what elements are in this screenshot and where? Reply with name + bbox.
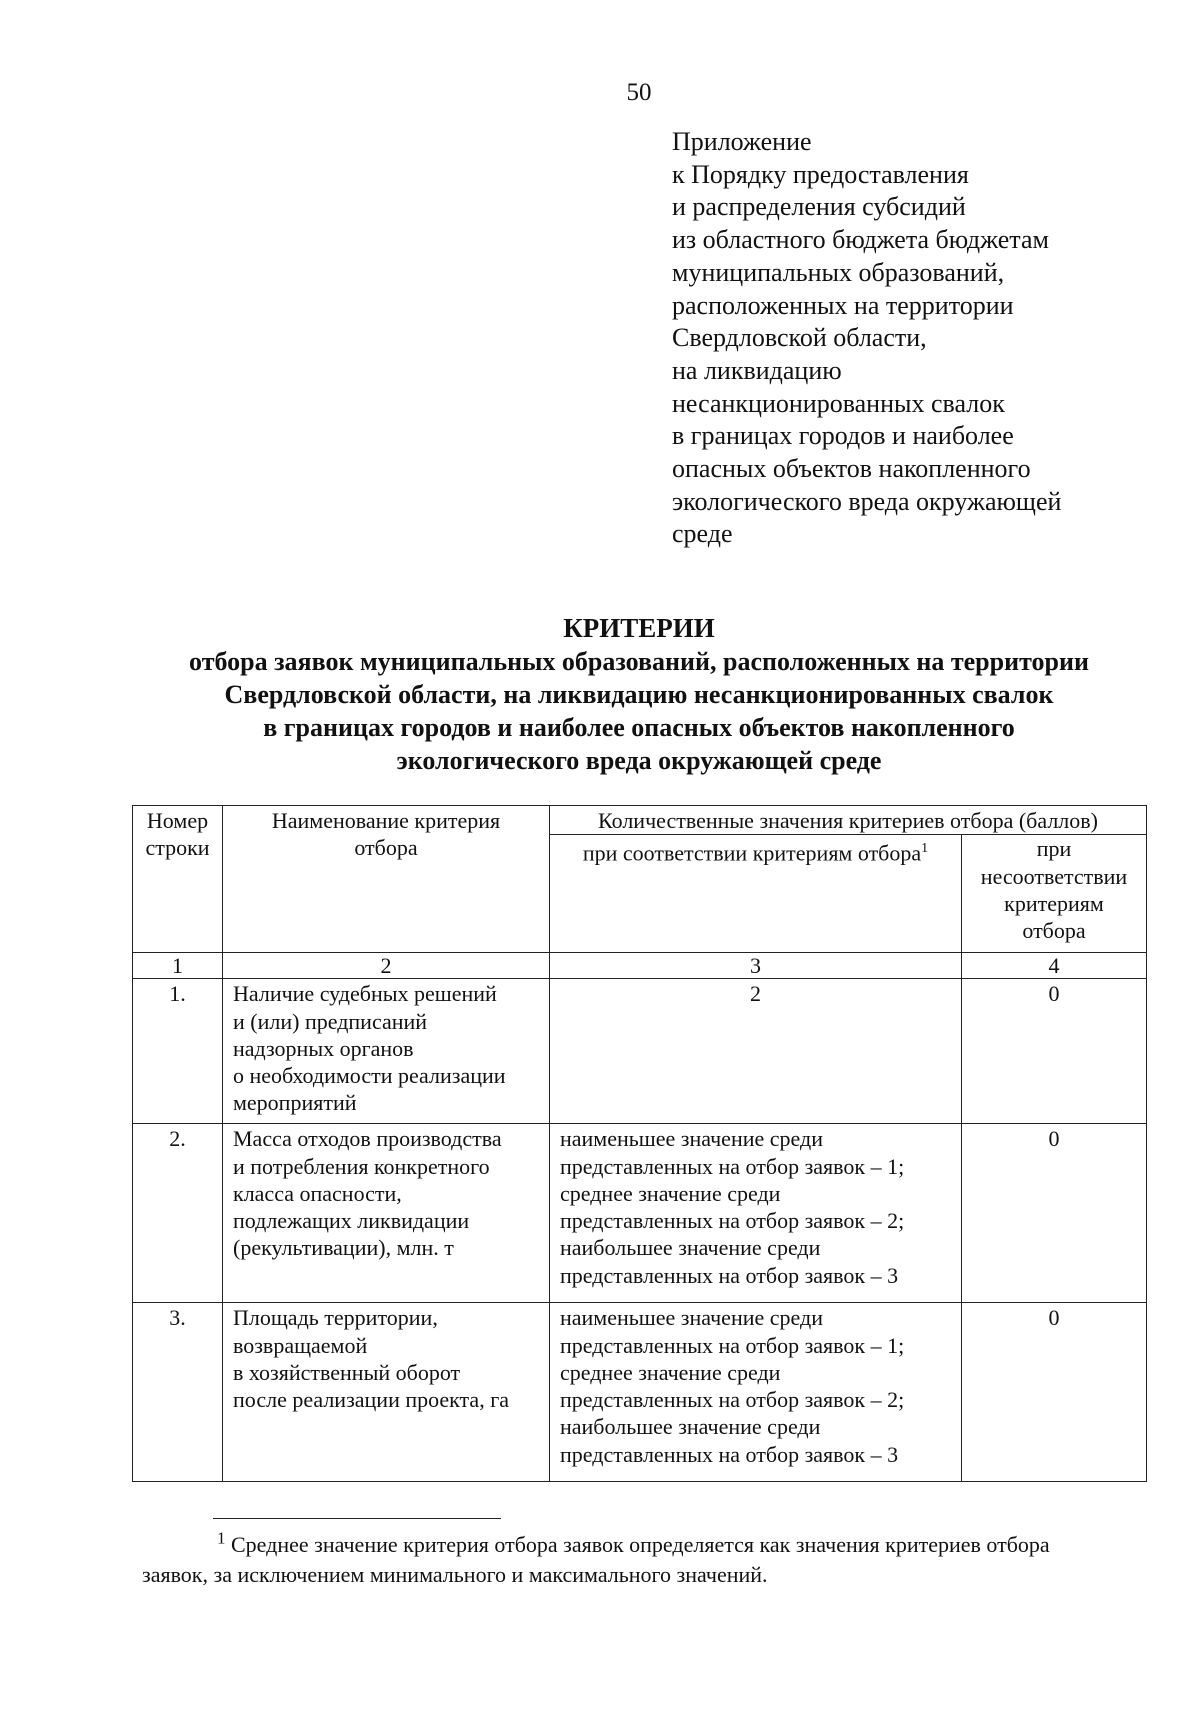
header-row-number (133, 806, 223, 953)
header-text: при (1036, 836, 1072, 862)
appendix-line: к Порядку предоставления (672, 159, 969, 189)
header-text: Наименование критерия (271, 808, 501, 833)
title-subtitle-line: в границах городов и наиболее опасных объектов накопленного (263, 713, 1015, 742)
header-text: отбора (1022, 918, 1086, 944)
text-line: среднее значение среди (560, 1180, 781, 1206)
appendix-line: и распределения субсидий (672, 192, 966, 222)
appendix-line: из областного бюджета бюджетам (672, 225, 1049, 255)
column-index: 2 (223, 953, 550, 979)
appendix-line: на ликвидацию (672, 355, 842, 385)
footnote-separator (213, 1518, 501, 1519)
row-number: 2. (133, 1124, 223, 1303)
table-header-row (133, 806, 1147, 835)
appendix-line: опасных объектов накопленного (672, 454, 1031, 484)
text-line: о необходимости реализации (233, 1063, 506, 1089)
text-line: подлежащих ликвидации (233, 1208, 470, 1234)
noncompliant-value: 0 (962, 1124, 1147, 1303)
header-text: строки (145, 835, 210, 861)
appendix-line: муниципальных образований, (672, 257, 1005, 287)
appendix-line: экологического вреда окружающей (672, 486, 1062, 516)
text-line: представленных на отбор заявок – 1; (560, 1332, 905, 1358)
text-line: представленных на отбор заявок – 1; (560, 1153, 905, 1179)
text-line: надзорных органов (233, 1035, 414, 1061)
criterion-name (223, 1303, 550, 1482)
page-number: 50 (626, 79, 652, 106)
compliant-value (550, 1124, 962, 1303)
appendix-line: в границах городов и наиболее (672, 421, 1014, 451)
footnote-mark: 1 (217, 1528, 226, 1548)
noncompliant-value: 0 (962, 1303, 1147, 1482)
table-row (133, 979, 1147, 1124)
header-noncompliant (962, 835, 1147, 953)
title-subtitle-line: отбора заявок муниципальных образований, расположенных на территории (189, 647, 1089, 676)
text-line: среднее значение среди (560, 1359, 781, 1385)
appendix-header (672, 126, 1172, 551)
text-line: мероприятий (233, 1090, 357, 1116)
appendix-line: расположенных на территории (672, 290, 1014, 320)
footnote-reference: 1 (921, 841, 929, 857)
text-line: класса опасности, (233, 1180, 402, 1206)
text-line: в хозяйственный оборот (233, 1359, 461, 1385)
column-index: 1 (133, 953, 223, 979)
text-line: наибольшее значение среди (560, 1414, 821, 1440)
header-text: несоответствии (980, 863, 1128, 889)
text-line: возвращаемой (233, 1332, 368, 1358)
criterion-name (223, 979, 550, 1124)
appendix-line: среде (672, 519, 733, 549)
text-line: наименьшее значение среди (560, 1305, 823, 1331)
footnote-line (142, 1530, 1152, 1560)
compliant-value (550, 1303, 962, 1482)
text-line: и потребления конкретного (233, 1153, 490, 1179)
appendix-line: несанкционированных свалок (672, 388, 1005, 418)
header-compliant (550, 835, 962, 953)
compliant-value: 2 (550, 979, 962, 1124)
table-row (133, 1124, 1147, 1303)
text-line: Наличие судебных решений (233, 981, 497, 1007)
text-line: Масса отходов производства (233, 1126, 502, 1152)
title-subtitle-line: экологического вреда окружающей среде (396, 746, 882, 775)
appendix-line: Свердловской области, (672, 323, 927, 353)
header-criterion-name (223, 806, 550, 953)
header-text: критериям (1004, 890, 1104, 916)
footnote-line: заявок, за исключением минимального и максимального значений. (142, 1562, 768, 1587)
text-line: наименьшее значение среди (560, 1126, 823, 1152)
header-text: Номер (146, 808, 209, 833)
text-line: наибольшее значение среди (560, 1235, 821, 1261)
text-line: Площадь территории, (233, 1305, 438, 1331)
criterion-name (223, 1124, 550, 1303)
header-text: при соответствии критериям отбора (582, 840, 922, 866)
header-text: отбора (354, 835, 418, 861)
criteria-table (132, 805, 1147, 1482)
title-subtitle-line: Свердловской области, на ликвидацию несанкционированных свалок (224, 680, 1054, 709)
appendix-line: Приложение (672, 127, 812, 156)
column-index: 4 (962, 953, 1147, 979)
table-row (133, 1303, 1147, 1482)
header-values-group: Количественные значения критериев отбора (баллов) (550, 806, 1147, 835)
text-line: представленных на отбор заявок – 3 (560, 1441, 899, 1467)
text-line: представленных на отбор заявок – 2; (560, 1387, 905, 1413)
noncompliant-value: 0 (962, 979, 1147, 1124)
footnote-text: Среднее значение критерия отбора заявок определяется как значения критериев отбора (231, 1532, 1050, 1557)
text-line: представленных на отбор заявок – 2; (560, 1208, 905, 1234)
text-line: и (или) предписаний (233, 1008, 428, 1034)
column-index: 3 (550, 953, 962, 979)
row-number: 3. (133, 1303, 223, 1482)
column-index-row (133, 953, 1147, 979)
text-line: представленных на отбор заявок – 3 (560, 1262, 899, 1288)
text-line: (рекультивации), млн. т (233, 1235, 454, 1261)
footnote (142, 1530, 1152, 1590)
row-number: 1. (133, 979, 223, 1124)
text-line: после реализации проекта, га (233, 1387, 509, 1413)
document-title (60, 612, 1200, 777)
title-main: КРИТЕРИИ (563, 613, 715, 643)
